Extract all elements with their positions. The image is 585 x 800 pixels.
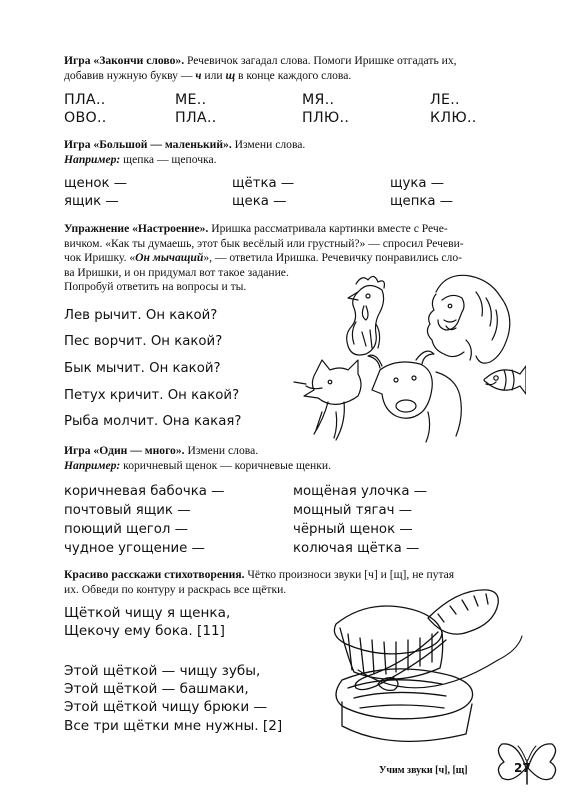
word-item: щека —	[232, 194, 287, 209]
word-item: щенок —	[64, 176, 128, 191]
exercise-line: вичком. «Как ты думаешь, этот бык весёлый или грустный?» — спросил Речеви-	[64, 236, 464, 250]
poem-line: Все три щётки мне нужны. [2]	[64, 717, 283, 734]
exercise-line: ва Иришки, и он придумал вот такое задание.	[64, 265, 289, 279]
game1-text: Речевичок загадал слова. Помоги Иришке отгадать их,	[184, 54, 457, 67]
word-item: ПЛЮ..	[302, 110, 350, 126]
footer-caption: Учим звуки [ч], [щ]	[379, 765, 468, 776]
page-number: 27	[514, 761, 531, 775]
phrase-item: чёрный щенок —	[293, 522, 413, 537]
rooster-icon	[347, 276, 385, 355]
poem-stanza-1	[64, 604, 314, 640]
word-item: щётка —	[232, 176, 295, 191]
phrase-item: почтовый ящик —	[64, 503, 191, 518]
game2-title: Игра «Большой — маленький».	[64, 138, 232, 151]
game1-or: или	[201, 68, 226, 82]
game1-text3: в конце каждого слова.	[235, 68, 352, 82]
word-item: ящик —	[64, 194, 119, 209]
fish-icon	[484, 366, 526, 394]
exercise-line: Попробуй ответить на вопросы и ты.	[64, 280, 247, 294]
phrase-item: поющий щегол —	[64, 522, 188, 537]
poem-text: Чётко произноси звуки [ч] и [щ], не путая	[244, 568, 455, 581]
word-item: щепка —	[390, 194, 454, 209]
example-label: Например:	[64, 152, 121, 166]
word-grid	[64, 92, 544, 132]
game2-instruction	[64, 138, 534, 167]
poem-line: Этой щёткой — башмаки,	[64, 681, 249, 698]
brushes-illustration	[318, 584, 528, 754]
lion-icon	[427, 275, 509, 363]
word-item: ПЛА..	[175, 110, 217, 126]
poem-line: Этой щёткой чищу брюки —	[64, 699, 268, 716]
example-label: Например:	[64, 458, 121, 472]
game3-text: Измени слова.	[184, 444, 259, 457]
exercise-line: », — ответила Иришка. Речевичку понравились сло-	[203, 251, 463, 265]
poem-line: Этой щёткой — чищу зубы,	[64, 663, 261, 679]
word-item: ПЛА..	[64, 92, 106, 108]
poem-line: Щекочу ему бока. [11]	[64, 623, 225, 640]
word-item: ЛЕ..	[430, 92, 460, 108]
bull-icon	[368, 351, 461, 442]
dog-icon	[294, 360, 361, 440]
letter-shch: щ	[225, 68, 236, 82]
word-item: ОВО..	[64, 110, 107, 126]
game2-text: Измени слова.	[231, 138, 306, 151]
phrase-item: мощный тягач —	[293, 503, 413, 518]
shoe-brush-icon	[336, 669, 473, 741]
game3-example: коричневый щенок — коричневые щенки.	[120, 458, 331, 472]
game3-title: Игра «Один — много».	[64, 444, 185, 457]
question-item: Петух кричит. Он какой?	[64, 388, 240, 403]
word-item: щука —	[390, 176, 445, 191]
word-item: МЕ..	[175, 92, 207, 108]
exercise-quote: Он мычащий	[135, 251, 204, 265]
phrase-item: чудное угощение —	[64, 541, 205, 556]
animals-illustration	[286, 262, 526, 447]
poem-title: Красиво расскажи стихотворения.	[64, 568, 245, 581]
phrase-item: колючая щётка —	[293, 541, 420, 556]
poem-stanza-2	[64, 662, 314, 735]
game1-title: Игра «Закончи слово».	[64, 54, 185, 67]
exercise-line: чок Иришку. «	[64, 251, 136, 265]
exercise-title: Упражнение «Настроение».	[64, 222, 209, 235]
question-item: Рыба молчит. Она какая?	[64, 414, 242, 429]
question-item: Лев рычит. Он какой?	[64, 308, 218, 323]
word-item: КЛЮ..	[430, 110, 477, 126]
word-item: МЯ..	[302, 92, 335, 108]
question-item: Бык мычит. Он какой?	[64, 361, 221, 376]
phrase-item: коричневая бабочка —	[64, 484, 225, 499]
game3-instruction	[64, 444, 534, 473]
poem-text: их. Обведи по контуру и раскрась все щётки.	[64, 582, 287, 596]
game1-instruction	[64, 54, 534, 83]
question-item: Пес ворчит. Он какой?	[64, 334, 223, 349]
game3-grid	[64, 484, 544, 564]
exercise-line: Иришка рассматривала картинки вместе с Рече-	[208, 222, 448, 235]
phrase-item: мощёная улочка —	[293, 484, 428, 499]
poem-line: Щёткой чищу я щенка,	[64, 605, 231, 621]
game1-text2: добавив нужную букву —	[64, 68, 196, 82]
game2-example: щепка — щепочка.	[120, 152, 217, 166]
toothbrush-icon	[355, 590, 498, 690]
game2-grid	[64, 176, 534, 216]
letter-ch: ч	[195, 68, 202, 82]
